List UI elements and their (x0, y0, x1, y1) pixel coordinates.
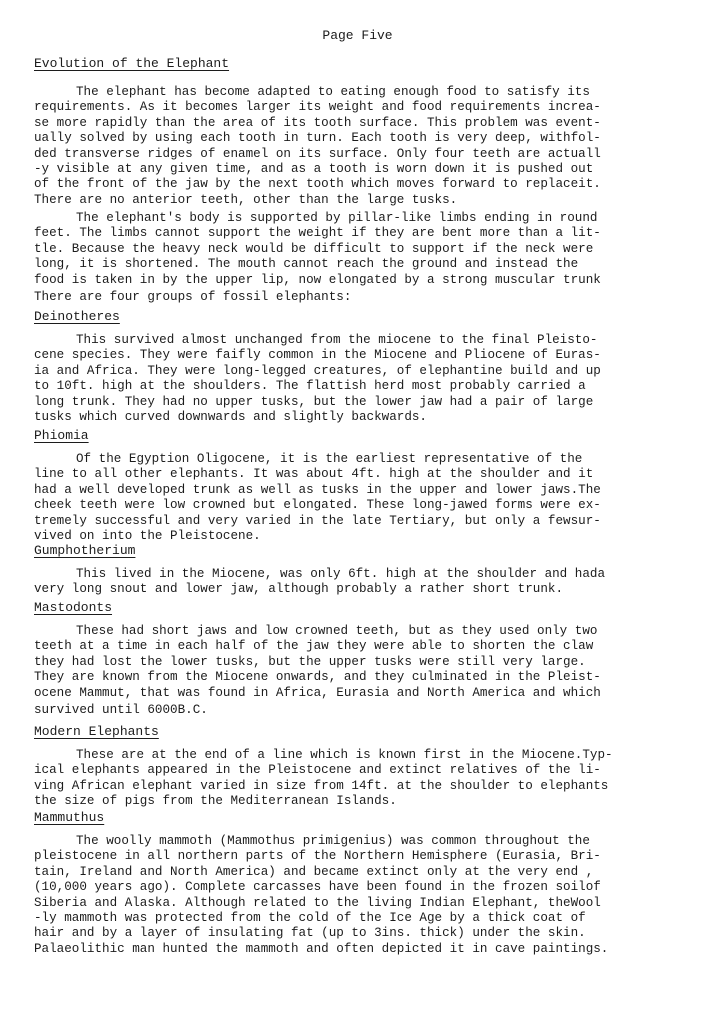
text-line: long trunk. They had no upper tusks, but the lower jaw had a pair of large (34, 394, 594, 409)
text-line: These are at the end of a line which is known first in the Miocene.Typ- (76, 748, 613, 762)
section-heading-deinotheres: Deinotheres (34, 309, 120, 324)
text-line: hair and by a layer of insulating fat (up to 3ins. thick) under the skin. (34, 926, 586, 941)
text-line: the size of pigs from the Mediterranean Islands. (34, 794, 397, 809)
text-line: very long snout and lower jaw, although probably a rather short trunk. (34, 582, 564, 597)
text-line: cene species. They were faifly common in the Miocene and Pliocene of Euras- (34, 348, 601, 363)
text-line: to 10ft. high at the shoulders. The flattish herd most probably carried a (34, 379, 586, 394)
intro-paragraph-2 (34, 211, 698, 288)
text-line: Siberia and Alaska. Although related to the living Indian Elephant, theWool (34, 895, 601, 910)
text-line: ia and Africa. They were long-legged creatures, of elephantine build and up (34, 363, 601, 378)
text-line: They are known from the Miocene onwards, and they culminated in the Pleist- (34, 670, 601, 685)
text-line: (10,000 years ago). Complete carcasses have been found in the frozen soilof (34, 880, 601, 895)
text-line: Of the Egyption Oligocene, it is the earliest representative of the (76, 452, 583, 466)
text-line: feet. The limbs cannot support the weight if they are bent more than a lit- (34, 226, 601, 241)
text-line: requirements. As it becomes larger its weight and food requirements increa- (34, 100, 601, 115)
text-line: -ly mammoth was protected from the cold of the Ice Age by a thick coat of (34, 911, 586, 926)
section-text-phiomia (34, 452, 698, 544)
text-line: ving African elephant varied in size from 14ft. at the shoulder to elephants (34, 778, 609, 793)
text-line: Palaeolithic man hunted the mammoth and often depicted it in cave paintings. (34, 941, 609, 956)
text-line: had a well developed trunk as well as tusks in the upper and lower jaws.The (34, 482, 601, 497)
section-heading-mammuthus: Mammuthus (34, 810, 105, 825)
text-line: cheek teeth were low crowned but elongated. These long-jawed forms were ex- (34, 498, 601, 513)
text-line: ually solved by using each tooth in turn. Each tooth is very deep, withfol- (34, 131, 601, 146)
text-line: The woolly mammoth (Mammothus primigenius) was common throughout the (76, 834, 590, 848)
section-text-gumphotherium (34, 567, 698, 598)
section-heading-gumphotherium: Gumphotherium (34, 543, 136, 558)
section-text-mastodonts (34, 624, 698, 701)
intro-paragraph-1 (34, 85, 698, 208)
section-heading-mastodonts: Mastodonts (34, 600, 113, 615)
text-line: food is taken in by the upper lip, now elongated by a strong muscular trunk (34, 272, 601, 287)
section-text-modern-elephants (34, 748, 698, 810)
page-number: Page Five (322, 28, 393, 43)
text-line: vived on into the Pleistocene. (34, 529, 261, 544)
text-line: tremely successful and very varied in the late Tertiary, but only a fewsur- (34, 513, 601, 528)
text-line: There are no anterior teeth, other than the large tusks. (34, 192, 458, 207)
text-line: survived until 6000B.C. (34, 703, 208, 717)
text-line: The elephant's body is supported by pillar-like limbs ending in round (76, 211, 598, 225)
text-line: This lived in the Miocene, was only 6ft. high at the shoulder and hada (76, 567, 606, 581)
text-line: The elephant has become adapted to eating enough food to satisfy its (76, 85, 590, 99)
section-text-mammuthus (34, 834, 698, 957)
text-line: There are four groups of fossil elephants: (34, 290, 352, 304)
section-heading-phiomia: Phiomia (34, 428, 89, 443)
text-line: long, it is shortened. The mouth cannot reach the ground and instead the (34, 257, 579, 272)
text-line: tle. Because the heavy neck would be difficult to support if the neck were (34, 241, 594, 256)
text-line: pleistocene in all northern parts of the Northern Hemisphere (Eurasia, Bri- (34, 849, 601, 864)
text-line: ical elephants appeared in the Pleistocene and extinct relatives of the li- (34, 763, 601, 778)
text-line: teeth at a time in each half of the jaw they were able to shorten the claw (34, 639, 594, 654)
text-line: This survived almost unchanged from the miocene to the final Pleisto- (76, 333, 598, 347)
text-line: se more rapidly than the area of its tooth surface. This problem was event- (34, 115, 601, 130)
text-line: tain, Ireland and North America) and became extinct only at the very end , (34, 864, 594, 879)
section-text-deinotheres (34, 333, 698, 425)
text-line: ded transverse ridges of enamel on its surface. Only four teeth are actuall (34, 146, 601, 161)
text-line: of the front of the jaw by the next tooth which moves forward to replaceit. (34, 177, 601, 192)
section-heading-modern-elephants: Modern Elephants (34, 724, 159, 739)
text-line: they had lost the lower tusks, but the upper tusks were still very large. (34, 654, 586, 669)
text-line: -y visible at any given time, and as a tooth is worn down it is pushed out (34, 162, 594, 177)
text-line: ocene Mammut, that was found in Africa, Eurasia and North America and which (34, 685, 601, 700)
text-line: tusks which curved downwards and slightly backwards. (34, 410, 427, 425)
text-line: line to all other elephants. It was about 4ft. high at the shoulder and it (34, 467, 594, 482)
text-line: These had short jaws and low crowned teeth, but as they used only two (76, 624, 598, 638)
document-title: Evolution of the Elephant (34, 56, 230, 71)
groups-intro (34, 290, 698, 305)
section-text-mastodonts-end (34, 703, 698, 718)
